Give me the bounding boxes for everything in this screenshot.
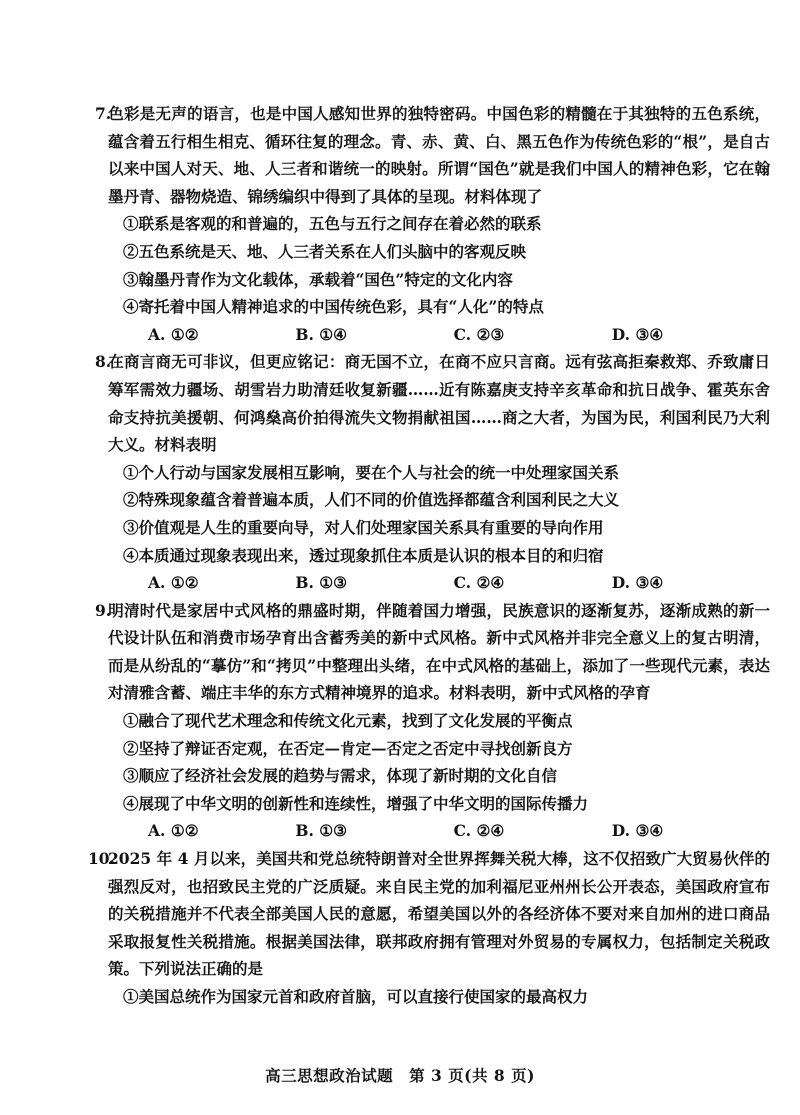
choice-b: B. ①③ [295,573,348,593]
question-list [88,100,770,1011]
choice-b: B. ①④ [295,324,348,344]
question-number: 8. [95,352,112,372]
choice-a: A. ①② [148,573,199,593]
question-9 [95,597,770,845]
question-stem: 在商言商无可非议，但更应铭记：商无国不立，在商不应只言商。远有弦高拒秦救郑、乔致庸日筹军需效力疆场、胡雪岩力助清廷收复新疆……近有陈嘉庚支持辛亥革命和抗日战争、霍英东舍命支持抗美援朝、何鸿燊高价拍得流失文物捐献祖国……商之大者，为国为民，利国利民乃大利大义。材料表明 [108,352,770,455]
option-statement: ①美国总统作为国家元首和政府首脑，可以直接行使国家的最高权力 [123,987,589,1006]
question-7 [95,100,770,348]
question-number: 7. [95,104,112,123]
question-stem: 2025 年 4 月以来，美国共和党总统特朗普对全世界挥舞关税大棒，这不仅招致广大贸易伙伴的强烈反对，也招致民主党的广泛质疑。来自民主党的加利福尼亚州州长公开表态，美国政府宣布的关税措施并不代表全部美国人民的意愿，希望美国以外的各经济体不要对来自加州的进口商品采取报复性关税措施。根据美国法律，联邦政府拥有管理对外贸易的专属权力，包括制定关税政策。下列说法正确的是 [108,849,770,979]
option-statement: ④寄托着中国人精神追求的中国传统色彩，具有“人化”的特点 [123,297,544,317]
choice-a: A. ①② [148,821,199,841]
option-statement: ②五色系统是天、地、人三者关系在人们头脑中的客观反映 [123,241,527,261]
question-number: 9. [95,600,112,620]
question-stem: 色彩是无声的语言，也是中国人感知世界的独特密码。中国色彩的精髓在于其独特的五色系统，蕴含着五行相生相克、循环往复的理念。青、赤、黄、白、黑五色作为传统色彩的“根”，是自古以来中国人对天、地、人三者和谐统一的映射。所谓“国色”就是我们中国人的精神色彩，它在翰墨丹青、器物烧造、锦绣编织中得到了具体的呈现。材料体现了 [108,104,770,206]
question-number: 10. [88,849,115,869]
option-statement: ④本质通过现象表现出来，透过现象抓住本质是认识的根本目的和归宿 [123,545,604,565]
page-footer: 高三思想政治试题 第 3 页(共 8 页) [265,1066,535,1085]
choice-d: D. ③④ [611,573,664,593]
answer-choices [108,569,770,597]
choice-b: B. ①③ [295,821,348,841]
option-statement: ①个人行动与国家发展相互影响，要在个人与社会的统一中处理家国关系 [123,462,620,482]
choice-c: C. ②④ [453,573,505,593]
choice-c: C. ②④ [453,821,505,841]
question-10 [88,845,770,1011]
option-statement: ①融合了现代艺术理念和传统文化元素，找到了文化发展的平衡点 [123,711,573,731]
option-statement: ②特殊现象蕴含着普遍本质，人们不同的价值选择都蕴含利国利民之大义 [123,490,620,510]
choice-d: D. ③④ [611,821,664,841]
question-8 [95,348,770,596]
option-statement: ②坚持了辩证否定观，在否定—肯定—否定之否定中寻找创新良方 [123,738,573,758]
option-statement: ④展现了中华文明的创新性和连续性，增强了中华文明的国际传播力 [123,793,589,813]
option-statement: ③顺应了经济社会发展的趋势与需求，体现了新时期的文化自信 [123,766,558,786]
option-statement: ③价值观是人生的重要向导，对人们处理家国关系具有重要的导向作用 [123,517,604,537]
option-statement: ①联系是客观的和普遍的，五色与五行之间存在着必然的联系 [123,214,542,234]
answer-choices [108,817,770,845]
choice-c: C. ②③ [453,324,505,344]
option-statement: ③翰墨丹青作为文化载体，承载着“国色”特定的文化内容 [123,269,513,289]
choice-a: A. ①② [148,324,199,344]
choice-d: D. ③④ [611,324,664,344]
answer-choices [108,321,770,349]
question-stem: 明清时代是家居中式风格的鼎盛时期，伴随着国力增强，民族意识的逐渐复苏，逐渐成熟的新一代设计队伍和消费市场孕育出含蓄秀美的新中式风格。新中式风格并非完全意义上的复古明清，而是从纷乱的“摹仿”和“拷贝”中整理出头绪，在中式风格的基础上，添加了一些现代元素，表达对清雅含蓄、端庄丰华的东方式精神境界的追求。材料表明，新中式风格的孕育 [108,600,770,703]
